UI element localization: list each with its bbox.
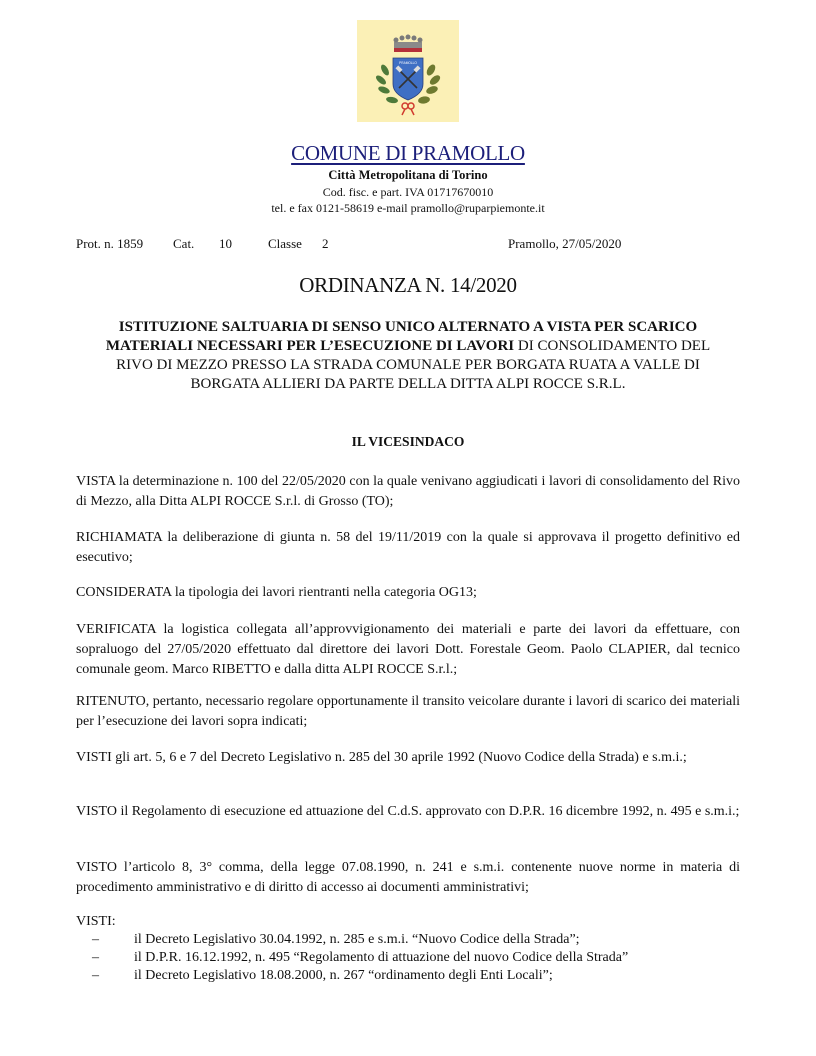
paragraph-visto-regolamento: VISTO il Regolamento di esecuzione ed attuazione del C.d.S. approvato con D.P.R. 16 dicembre 1992, n. 495 e s.m.i.; [76,804,740,819]
subject-normal: DI CONSOLIDAMENTO DEL RIVO DI MEZZO PRESSO LA STRADA COMUNALE PER BORGATA RUATA A VALLE DI BORGATA ALLIERI DA PARTE DELLA DITTA ALPI ROCCE S.R.L. [116,338,711,392]
bullet-dash: – [92,950,99,965]
subject-bold: ISTITUZIONE SALTUARIA DI SENSO UNICO ALTERNATO A VISTA PER SCARICO MATERIALI NECESSARI PER L’ESECUZIONE DI LAVORI [105,319,698,354]
paragraph-vista: VISTA la determinazione n. 100 del 22/05/2020 con la quale venivano aggiudicati i lavori di consolidamento del Rivo di Mezzo, alla Ditta ALPI ROCCE S.r.l. di Grosso (TO); [76,474,740,509]
category-value: 10 [219,236,232,251]
paragraph-visti-art: VISTI gli art. 5, 6 e 7 del Decreto Legislativo n. 285 del 30 aprile 1992 (Nuovo Codice della Strada) e s.m.i.; [76,750,687,765]
visti-label: VISTI: [76,914,116,929]
tax-code: Cod. fisc. e part. IVA 01717670010 [322,185,494,199]
list-item-text: il D.P.R. 16.12.1992, n. 495 “Regolamento di attuazione del nuovo Codice della Strada” [134,950,629,965]
municipality-title: COMUNE DI PRAMOLLO [291,141,525,165]
contact-info: tel. e fax 0121-58619 e-mail pramollo@ruparpiemonte.it [271,201,545,215]
signatory-heading: IL VICESINDACO [351,434,465,449]
place-date: Pramollo, 27/05/2020 [508,236,622,251]
list-item [76,967,740,985]
list-item-text: il Decreto Legislativo 18.08.2000, n. 267 “ordinamento degli Enti Locali”; [134,968,553,983]
paragraph-considerata: CONSIDERATA la tipologia dei lavori rientranti nella categoria OG13; [76,585,477,600]
svg-text:PRAMOLLO: PRAMOLLO [399,61,417,65]
list-item [76,931,740,949]
class-value: 2 [322,236,329,251]
protocol-number: Prot. n. 1859 [76,236,144,251]
municipal-crest-logo [357,20,459,122]
bullet-dash: – [92,968,99,983]
ordinance-number: ORDINANZA N. 14/2020 [299,273,517,297]
list-item-text: il Decreto Legislativo 30.04.1992, n. 285 e s.m.i. “Nuovo Codice della Strada”; [134,932,580,947]
bullet-dash: – [92,932,99,947]
paragraph-verificata: VERIFICATA la logistica collegata all’approvvigionamento dei materiali e parte dei lavori da effettuare, con sopraluogo del 27/05/2020 effettuato dal direttore dei lavori Dott. Forestale Geom. Paolo CLAPIER, dal tecnico comunale geom. Marco RIBETTO e dalla ditta ALPI ROCCE S.r.l.; [76,622,740,677]
ordinance-subject [96,318,720,394]
list-item [76,949,740,967]
visti-list [76,913,740,985]
metropolitan-city: Città Metropolitana di Torino [328,168,488,182]
category-label: Cat. [173,236,195,251]
paragraph-visto-articolo: VISTO l’articolo 8, 3° comma, della legge 07.08.1990, n. 241 e s.m.i. contenente nuove norme in materia di procedimento amministrativo e di diritto di accesso ai documenti amministrativi; [76,860,740,895]
paragraph-richiamata: RICHIAMATA la deliberazione di giunta n. 58 del 19/11/2019 con la quale si approvava il progetto definitivo ed esecutivo; [76,530,740,565]
paragraph-ritenuto: RITENUTO, pertanto, necessario regolare opportunamente il transito veicolare durante i lavori di scarico dei materiali per l’esecuzione dei lavori sopra indicati; [76,694,740,729]
class-label: Classe [268,236,302,251]
